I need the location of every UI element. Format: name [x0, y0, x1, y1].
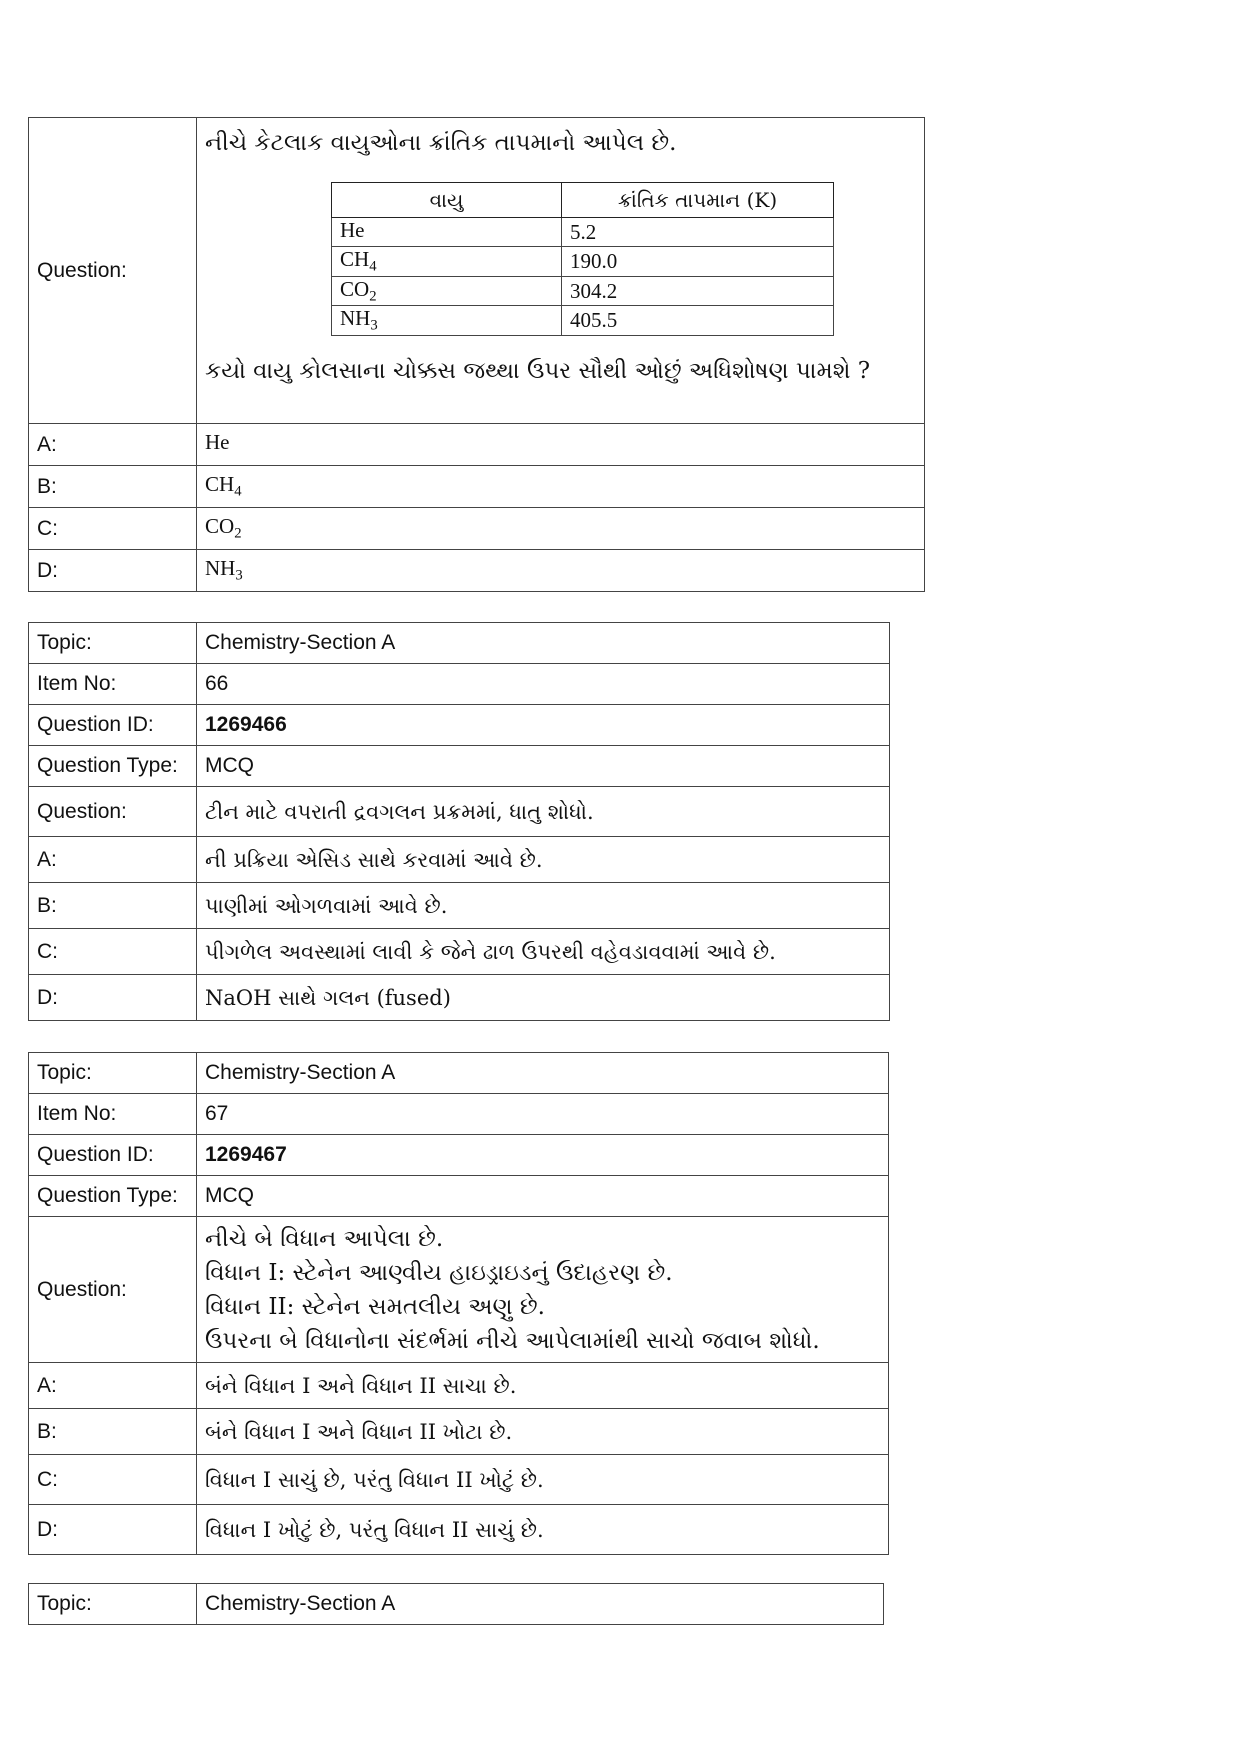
option-label: D: [29, 1505, 197, 1555]
option-a: He [197, 424, 925, 466]
gas-name: NH [340, 306, 371, 331]
option-label: C: [29, 929, 197, 975]
question-id-label: Question ID: [29, 705, 197, 746]
option-b: બંને વિધાન I અને વિધાન II ખોટા છે. [197, 1409, 889, 1455]
gas-name: CO [340, 276, 370, 301]
question-id-label: Question ID: [29, 1135, 197, 1176]
option-d: NaOH સાથે ગલન (fused) [197, 975, 890, 1021]
topic-value: Chemistry-Section A [197, 623, 890, 664]
gas-name: CH [340, 247, 370, 272]
gas-temp: 304.2 [562, 276, 834, 305]
question-line: નીચે બે વિધાન આપેલા છે. [205, 1225, 444, 1252]
question-block-67 [28, 1052, 889, 1555]
option-d: વિધાન I ખોટું છે, પરંતુ વિધાન II સાચું છે. [197, 1505, 889, 1555]
question-type-label: Question Type: [29, 1176, 197, 1217]
gas-temp: 5.2 [562, 218, 834, 247]
question-type-label: Question Type: [29, 746, 197, 787]
question-block-65 [28, 117, 925, 592]
option-d: $NH_3$ [197, 550, 925, 592]
gas-name: He [340, 218, 365, 242]
question-line: ઉપરના બે વિધાનોના સંદર્ભમાં નીચે આપેલામાંથી સાચો જવાબ શોધો. [205, 1327, 820, 1354]
topic-value: Chemistry-Section A [197, 1584, 884, 1625]
option-b: પાણીમાં ઓગળવામાં આવે છે. [197, 883, 890, 929]
option-label: B: [29, 466, 197, 508]
gas-temp: 190.0 [562, 247, 834, 276]
statement-2: વિધાન II: સ્ટેનેન સમતલીય અણુ છે. [205, 1293, 545, 1320]
item-no-value: 66 [197, 664, 890, 705]
gas-subscript: 3 [370, 317, 378, 334]
question-text [197, 1217, 889, 1363]
statement-1: વિધાન I: સ્ટેનેન આણ્વીય હાઇડ્રાઇડનું ઉદાહરણ છે. [205, 1259, 673, 1286]
option-label: C: [29, 508, 197, 550]
critical-temperature-table [331, 182, 834, 336]
question-block-68 [28, 1583, 884, 1625]
option-label: A: [29, 1363, 197, 1409]
topic-label: Topic: [29, 1053, 197, 1094]
table-row [332, 276, 834, 305]
option-label: A: [29, 424, 197, 466]
gas-temp: 405.5 [562, 306, 834, 335]
topic-value: Chemistry-Section A [197, 1053, 889, 1094]
option-label: C: [29, 1455, 197, 1505]
item-no-label: Item No: [29, 664, 197, 705]
topic-label: Topic: [29, 623, 197, 664]
question-content [197, 118, 925, 424]
question-id-value: 1269466 [197, 705, 890, 746]
option-label: B: [29, 1409, 197, 1455]
table-header-temp: ક્રાંતિક તાપમાન (K) [562, 183, 834, 218]
question-type-value: MCQ [197, 1176, 889, 1217]
option-c: પીગળેલ અવસ્થામાં લાવી કે જેને ઢાળ ઉપરથી વહેવડાવવામાં આવે છે. [197, 929, 890, 975]
option-a: બંને વિધાન I અને વિધાન II સાચા છે. [197, 1363, 889, 1409]
question-id-value: 1269467 [197, 1135, 889, 1176]
table-row [332, 247, 834, 276]
gas-subscript: 4 [369, 258, 377, 275]
question-label: Question: [29, 118, 197, 424]
table-row [332, 218, 834, 247]
question-label: Question: [29, 1217, 197, 1363]
option-label: B: [29, 883, 197, 929]
option-c: $CO_2$ [197, 508, 925, 550]
option-c: વિધાન I સાચું છે, પરંતુ વિધાન II ખોટું છે. [197, 1455, 889, 1505]
table-header-gas: વાયુ [332, 183, 562, 218]
topic-label: Topic: [29, 1584, 197, 1625]
question-intro: નીચે કેટલાક વાયુઓના ક્રાંતિક તાપમાનો આપેલ છે. [205, 130, 677, 156]
question-text: કયો વાયુ કોલસાના ચોક્કસ જથ્થા ઉપર સૌથી ઓછું અધિશોષણ પામશે ? [205, 357, 871, 384]
option-label: A: [29, 837, 197, 883]
table-row [332, 306, 834, 335]
question-type-value: MCQ [197, 746, 890, 787]
gas-subscript: 2 [369, 288, 377, 305]
item-no-label: Item No: [29, 1094, 197, 1135]
question-text: ટીન માટે વપરાતી દ્રવગલન પ્રક્રમમાં, ધાતુ શોધો. [197, 787, 890, 837]
question-label: Question: [29, 787, 197, 837]
option-b: $CH_4$ [197, 466, 925, 508]
question-block-66 [28, 622, 890, 1021]
option-label: D: [29, 550, 197, 592]
item-no-value: 67 [197, 1094, 889, 1135]
option-a: ની પ્રક્રિયા એસિડ સાથે કરવામાં આવે છે. [197, 837, 890, 883]
option-label: D: [29, 975, 197, 1021]
